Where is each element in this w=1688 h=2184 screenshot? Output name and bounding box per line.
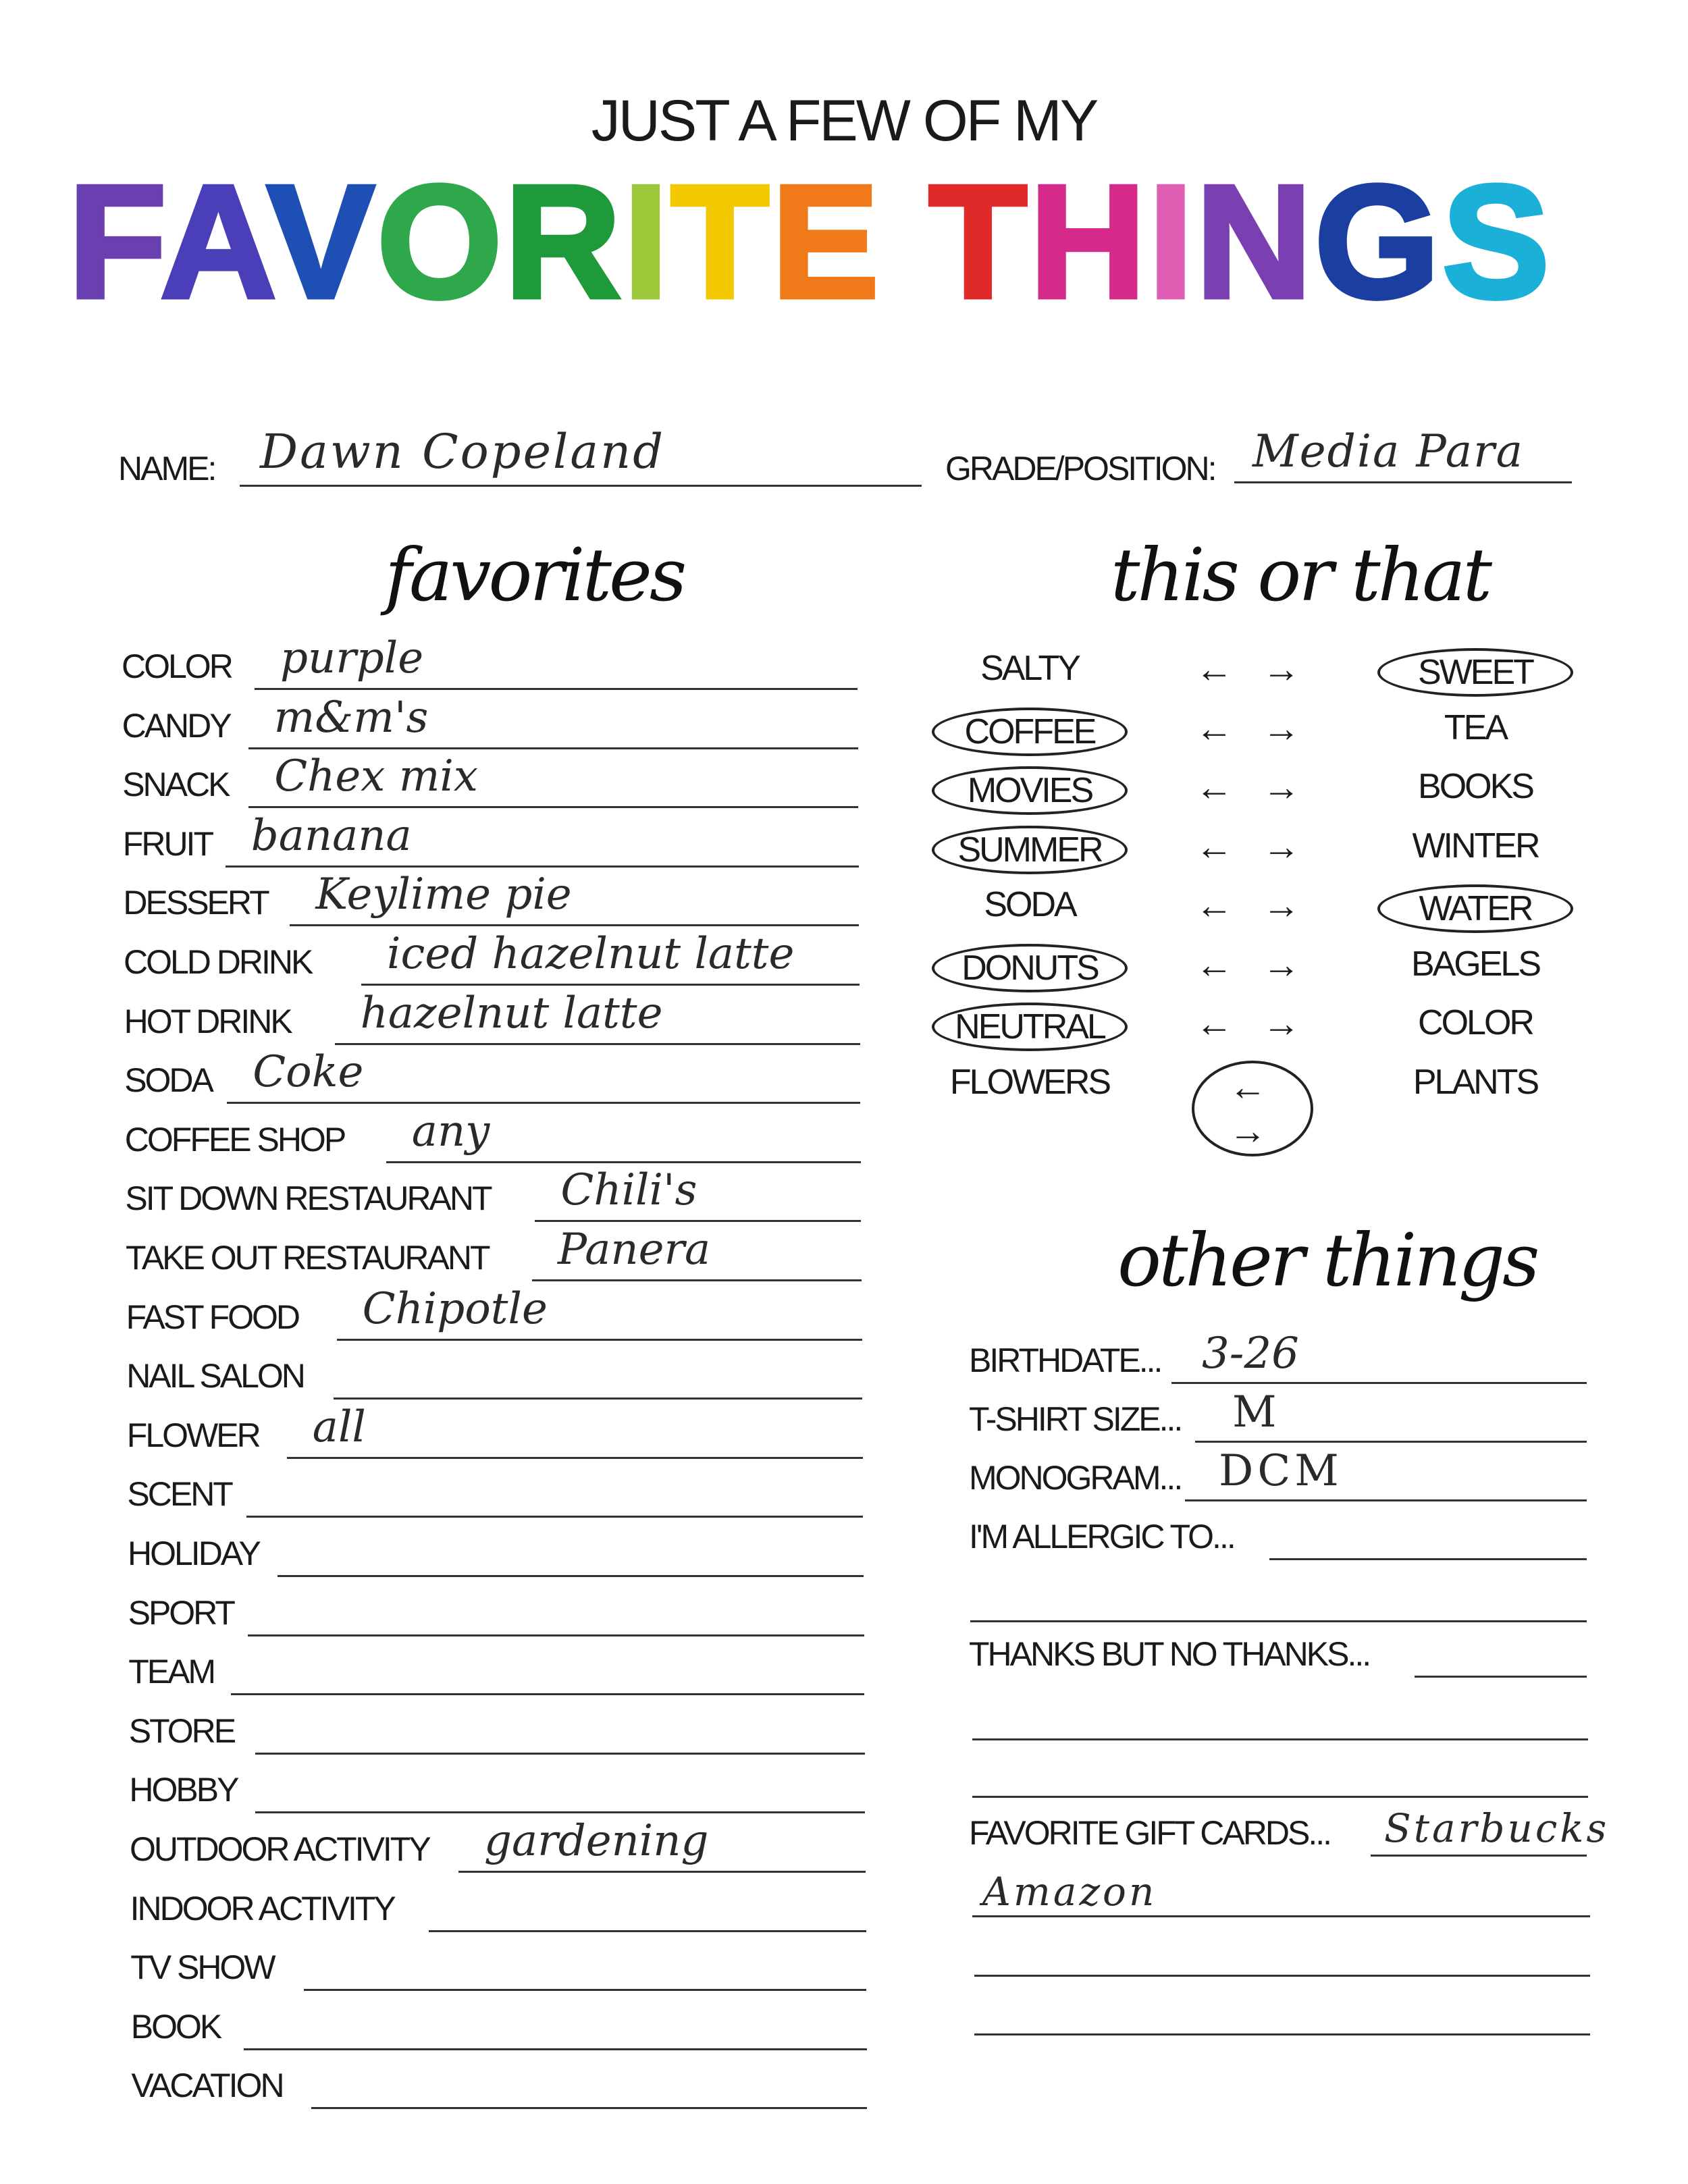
option-left[interactable]: SUMMER <box>932 826 1128 874</box>
favorite-label: FAST FOOD <box>126 1298 299 1336</box>
option-left[interactable]: FLOWERS <box>949 1062 1110 1102</box>
title-letter: T <box>670 153 772 331</box>
favorite-label: TV SHOW <box>130 1948 274 1987</box>
option-right[interactable]: SWEET <box>1377 648 1573 697</box>
favorite-row <box>128 1537 864 1577</box>
favorite-value[interactable]: iced hazelnut latte <box>387 929 795 979</box>
option-left[interactable]: NEUTRAL <box>932 1003 1128 1051</box>
favorite-row <box>126 1359 862 1400</box>
this-or-that-row <box>932 648 1573 695</box>
favorite-row <box>124 929 860 986</box>
arrows-icon[interactable]: ← → <box>1195 766 1310 808</box>
favorite-label: HOT DRINK <box>124 1002 291 1040</box>
monogram-label: MONOGRAM... <box>969 1459 1182 1497</box>
giftcards-value-2[interactable]: Amazon <box>982 1869 1157 1915</box>
arrows-icon[interactable]: ← → <box>1192 1061 1313 1156</box>
monogram-value[interactable]: DCM <box>1219 1446 1343 1496</box>
favorite-row <box>127 1477 863 1518</box>
thanks-extra-line-2[interactable] <box>972 1796 1588 1798</box>
option-right[interactable]: PLANTS <box>1413 1062 1538 1102</box>
title-letter: R <box>504 153 624 331</box>
favorite-row <box>128 1593 864 1636</box>
arrows-icon[interactable]: ← → <box>1195 942 1310 986</box>
favorite-row <box>130 1889 866 1932</box>
arrows-icon[interactable]: ← → <box>1195 647 1310 690</box>
favorite-answer-line[interactable] <box>311 2107 867 2109</box>
favorite-answer-line[interactable] <box>290 924 859 926</box>
thanks-extra-line-1[interactable] <box>972 1738 1588 1740</box>
favorite-value[interactable]: banana <box>250 810 412 861</box>
option-left[interactable]: COFFEE <box>932 708 1128 756</box>
favorite-label: SPORT <box>128 1593 234 1632</box>
this-or-that-row <box>932 826 1573 873</box>
option-left[interactable]: MOVIES <box>932 766 1128 815</box>
favorite-label: COLD DRINK <box>124 943 312 981</box>
favorite-answer-line[interactable] <box>226 865 859 868</box>
favorites-heading: favorites <box>385 533 685 618</box>
favorite-answer-line[interactable] <box>287 1457 863 1459</box>
thanks-row <box>969 1637 1587 1678</box>
name-value[interactable]: Dawn Copeland <box>260 424 666 479</box>
option-right[interactable]: WINTER <box>1412 826 1539 865</box>
favorite-row <box>122 751 858 808</box>
giftcards-value-1[interactable]: Starbucks <box>1384 1805 1610 1851</box>
favorite-value[interactable]: Coke <box>253 1047 364 1098</box>
thanks-label: THANKS BUT NO THANKS... <box>969 1635 1370 1673</box>
allergic-extra-line[interactable] <box>970 1620 1587 1622</box>
tshirt-line <box>1195 1441 1587 1443</box>
this-or-that-row <box>932 944 1573 991</box>
favorite-label: SNACK <box>122 766 229 804</box>
favorite-label: TAKE OUT RESTAURANT <box>126 1239 489 1277</box>
title-letter: N <box>1196 153 1315 331</box>
title-letter: T <box>928 153 1030 331</box>
option-right[interactable]: BAGELS <box>1410 944 1540 984</box>
other-things-heading: other things <box>1117 1219 1537 1303</box>
option-left[interactable]: SALTY <box>980 649 1079 688</box>
birthdate-row <box>969 1329 1587 1384</box>
favorite-answer-line[interactable] <box>255 1753 865 1755</box>
favorite-label: COFFEE SHOP <box>124 1120 345 1158</box>
this-or-that-row <box>932 708 1573 755</box>
favorite-label: SIT DOWN RESTAURANT <box>125 1179 491 1218</box>
birthdate-label: BIRTHDATE... <box>969 1341 1161 1379</box>
favorite-label: CANDY <box>122 706 230 745</box>
tshirt-row <box>969 1387 1587 1443</box>
favorite-value[interactable]: Chex mix <box>274 751 478 802</box>
allergic-line <box>1269 1558 1587 1560</box>
favorite-value[interactable]: hazelnut latte <box>360 988 663 1038</box>
favorite-row <box>126 1225 862 1281</box>
favorite-answer-line[interactable] <box>429 1930 866 1932</box>
favorite-answer-line[interactable] <box>361 984 860 986</box>
favorite-answer-line[interactable] <box>227 1102 860 1104</box>
title-letter: I <box>623 153 671 331</box>
favorite-answer-line[interactable] <box>334 1397 862 1400</box>
option-left[interactable]: DONUTS <box>932 944 1128 992</box>
this-or-that-row <box>932 1062 1573 1152</box>
thanks-line <box>1415 1676 1587 1678</box>
favorite-value[interactable]: gardening <box>484 1816 709 1866</box>
title-letter: V <box>267 153 377 331</box>
grade-line <box>1234 481 1572 483</box>
favorite-answer-line[interactable] <box>248 747 858 749</box>
title-letter: H <box>1030 153 1149 331</box>
favorite-label: COLOR <box>122 647 232 685</box>
favorite-row <box>128 1711 865 1755</box>
favorite-answer-line[interactable] <box>304 1989 866 1991</box>
name-line <box>240 485 922 487</box>
favorite-answer-line[interactable] <box>532 1279 862 1281</box>
favorite-answer-line[interactable] <box>246 1516 863 1518</box>
favorite-value[interactable]: Chipotle <box>362 1283 548 1334</box>
favorite-value[interactable]: Keylime pie <box>315 870 572 920</box>
favorite-value[interactable]: any <box>411 1106 490 1156</box>
favorite-answer-line[interactable] <box>335 1043 860 1045</box>
option-right[interactable]: BOOKS <box>1418 767 1533 806</box>
favorite-row <box>131 2069 867 2109</box>
title-letter: E <box>771 153 882 331</box>
grade-label: GRADE/POSITION: <box>945 450 1215 487</box>
favorite-value[interactable]: Panera <box>558 1225 711 1275</box>
favorite-label: FLOWER <box>126 1416 259 1454</box>
favorite-value[interactable]: all <box>312 1402 366 1452</box>
giftcards-line <box>1371 1855 1587 1857</box>
favorite-value[interactable]: m&m's <box>273 692 429 743</box>
favorite-answer-line[interactable] <box>337 1339 862 1341</box>
favorite-answer-line[interactable] <box>248 1634 864 1636</box>
favorite-answer-line[interactable] <box>231 1693 864 1695</box>
favorite-label: HOLIDAY <box>128 1535 259 1572</box>
favorite-row <box>122 692 858 749</box>
favorite-answer-line[interactable] <box>535 1220 861 1222</box>
title-letter: O <box>377 153 505 331</box>
favorite-label: VACATION <box>131 2067 283 2105</box>
favorite-label: HOBBY <box>129 1771 238 1809</box>
favorite-row <box>124 988 860 1045</box>
favorite-row <box>125 1165 861 1222</box>
favorite-row <box>124 1047 860 1104</box>
giftcards-extra-line-1[interactable] <box>972 1915 1590 1917</box>
option-left[interactable]: SODA <box>984 885 1076 924</box>
title-letter: F <box>68 153 161 331</box>
favorite-row <box>126 1283 862 1341</box>
title-letter: I <box>1148 153 1196 331</box>
favorite-label: STORE <box>128 1711 235 1750</box>
title-letter: S <box>1442 153 1552 331</box>
favorite-label: OUTDOOR ACTIVITY <box>130 1830 429 1868</box>
page-title <box>0 153 1620 331</box>
tshirt-label: T-SHIRT SIZE... <box>969 1400 1182 1438</box>
favorite-label: INDOOR ACTIVITY <box>130 1889 394 1927</box>
birthdate-value[interactable]: 3-26 <box>1202 1329 1299 1379</box>
option-right[interactable]: TEA <box>1444 708 1507 747</box>
favorite-answer-line[interactable] <box>255 1811 865 1813</box>
arrows-icon[interactable]: ← → <box>1195 1002 1310 1044</box>
favorite-label: FRUIT <box>122 824 212 863</box>
favorite-row <box>122 810 859 868</box>
arrows-icon[interactable]: ← → <box>1195 706 1310 749</box>
favorite-label: SCENT <box>127 1475 232 1514</box>
allergic-row <box>969 1520 1587 1560</box>
favorite-label: SODA <box>124 1061 212 1100</box>
tshirt-value[interactable]: M <box>1232 1387 1277 1437</box>
giftcards-label: FAVORITE GIFT CARDS... <box>969 1814 1331 1852</box>
favorite-row <box>130 1816 866 1873</box>
favorite-label: NAIL SALON <box>126 1357 304 1395</box>
this-or-that-row <box>932 1003 1573 1050</box>
monogram-row <box>969 1446 1587 1501</box>
arrows-icon[interactable]: ← → <box>1195 884 1310 926</box>
favorite-row <box>130 1950 866 1991</box>
title-letter: G <box>1314 153 1443 331</box>
favorite-row <box>126 1402 863 1459</box>
option-right[interactable]: WATER <box>1377 884 1573 933</box>
giftcards-extra-line-3[interactable] <box>974 2033 1590 2035</box>
this-or-that-row <box>932 766 1573 814</box>
favorite-label: TEAM <box>128 1653 215 1691</box>
favorite-answer-line[interactable] <box>244 2048 867 2050</box>
favorite-answer-line[interactable] <box>248 806 858 808</box>
birthdate-line <box>1171 1382 1587 1384</box>
this-or-that-row <box>932 884 1573 932</box>
this-or-that-heading: this or that <box>1111 533 1489 618</box>
arrows-icon[interactable]: ← → <box>1195 824 1310 868</box>
favorite-row <box>129 1773 865 1813</box>
option-right[interactable]: COLOR <box>1418 1003 1533 1042</box>
giftcards-row <box>969 1805 1610 1857</box>
favorite-answer-line[interactable] <box>386 1161 861 1163</box>
page-subtitle: JUST A FEW OF MY <box>591 88 1097 153</box>
grade-value[interactable]: Media Para <box>1252 425 1525 477</box>
favorite-row <box>130 2007 867 2050</box>
favorite-answer-line[interactable] <box>278 1575 864 1577</box>
favorite-row <box>122 633 858 690</box>
favorite-row <box>123 870 859 926</box>
favorite-answer-line[interactable] <box>458 1871 866 1873</box>
favorite-value[interactable]: Chili's <box>560 1165 697 1216</box>
favorite-row <box>128 1655 864 1695</box>
allergic-label: I'M ALLERGIC TO... <box>969 1518 1234 1555</box>
favorite-answer-line[interactable] <box>255 688 858 690</box>
favorite-label: DESSERT <box>123 884 268 922</box>
favorite-row <box>124 1106 861 1163</box>
favorite-value[interactable]: purple <box>280 633 424 683</box>
monogram-line <box>1185 1499 1587 1501</box>
name-label: NAME: <box>118 450 215 487</box>
favorite-label: BOOK <box>130 2007 221 2046</box>
title-letter: A <box>160 153 267 331</box>
giftcards-extra-line-2[interactable] <box>974 1975 1590 1977</box>
